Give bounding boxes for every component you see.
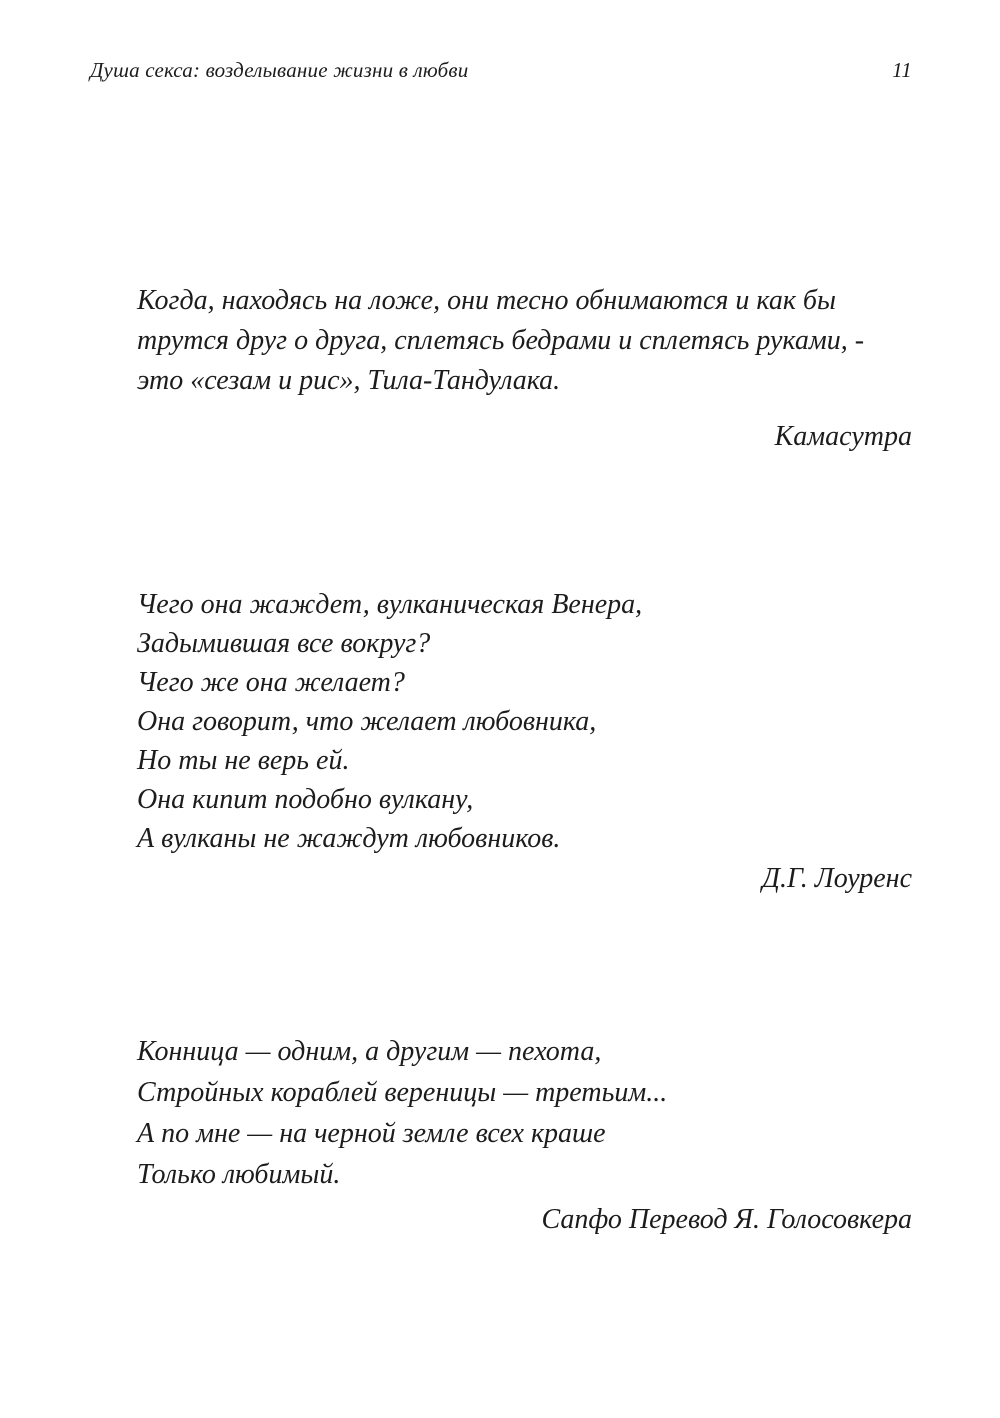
poem-line: Задымившая все вокруг? — [137, 628, 431, 659]
poem-line: Конница — одним, а другим — пехота, — [137, 1036, 602, 1067]
poem-line: Стройных кораблей вереницы — третьим... — [137, 1077, 668, 1108]
quote-kamasutra-text: Когда, находясь на ложе, они тесно обнимаются и как бы трутся друг о друга, сплетясь бедрами и сплетясь руками, - это «сезам и рис», Тила-Тандулака. — [137, 285, 865, 396]
poem-line: Чего она жаждет, вулканическая Венера, — [137, 589, 643, 620]
poem-line: А по мне — на черной земле всех краше — [137, 1118, 606, 1149]
running-header-title: Душа секса: возделывание жизни в любви — [90, 58, 469, 82]
quote-lawrence-poem — [137, 585, 912, 858]
poem-line: Она кипит подобно вулкану, — [137, 784, 474, 815]
poem-line: Она говорит, что желает любовника, — [137, 706, 597, 737]
running-header — [90, 58, 912, 83]
poem-line: Только любимый. — [137, 1159, 341, 1190]
page-number: 11 — [892, 58, 912, 82]
quote-kamasutra-attribution: Камасутра — [774, 421, 912, 452]
poem-line: А вулканы не жаждут любовников. — [137, 823, 561, 854]
quote-sappho-attribution: Сапфо Перевод Я. Голосовкера — [541, 1204, 912, 1235]
poem-line: Чего же она желает? — [137, 667, 405, 698]
quote-sappho-poem — [137, 1031, 912, 1195]
quote-kamasutra — [137, 281, 912, 401]
quote-lawrence-attribution: Д.Г. Лоуренс — [762, 863, 912, 894]
poem-line: Но ты не верь ей. — [137, 745, 350, 776]
